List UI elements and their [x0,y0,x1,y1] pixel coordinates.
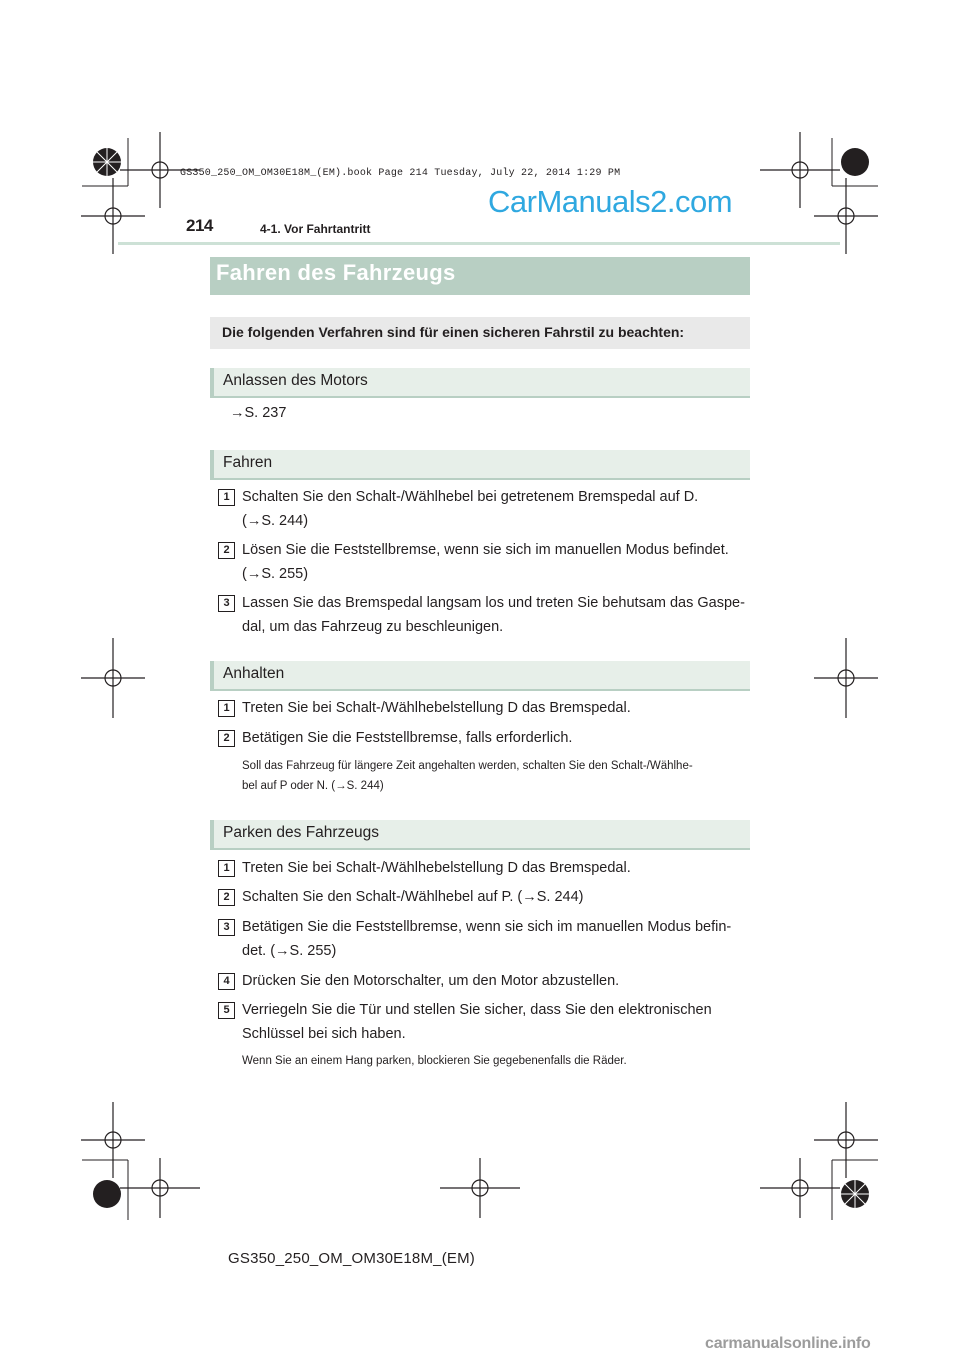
watermark-top: CarManuals2.com [488,184,733,219]
step-text-line: dal, um das Fahrzeug zu beschleunigen. [242,618,504,635]
step-number: 3 [218,919,235,936]
section-label: Fahren [223,454,273,471]
step-text [242,539,745,586]
intro-text: Die folgenden Verfahren sind für einen sicheren Fahrstil zu beachten: [222,324,685,340]
step-text-line: Schalten Sie den Schalt-/Wählhebel bei getretenem Bremspedal auf D. [242,489,699,505]
step-number: 2 [218,730,235,747]
running-head: 4-1. Vor Fahrtantritt [260,222,371,236]
step-text: Schalten Sie den Schalt-/Wählhebel auf P. (→S. 244) [242,889,584,905]
step-text: Treten Sie bei Schalt-/Wählhebelstellung D das Bremspedal. [242,700,631,716]
section-heading-driving [210,450,750,480]
step-text [242,999,745,1046]
section-label: Anhalten [223,665,285,682]
print-info: GS350_250_OM_OM30E18M_(EM).book Page 214 Tuesday, July 22, 2014 1:29 PM [180,168,621,179]
step-text-line: det. (→S. 255) [242,942,337,959]
section-heading-parking [210,820,750,850]
watermark-bottom: carmanualsonline.info [705,1335,871,1352]
step-text-line: Lassen Sie das Bremspedal langsam los und treten Sie behutsam das Gaspe- [242,595,745,611]
section-heading-starting [210,368,750,398]
note-text: Wenn Sie an einem Hang parken, blockieren Sie gegebenenfalls die Räder. [242,1055,627,1067]
step-text-line: Schlüssel bei sich haben. [242,1025,406,1042]
page-title: Fahren des Fahrzeugs [216,260,456,285]
section-label: Parken des Fahrzeugs [223,824,379,841]
step-text: Betätigen Sie die Feststellbremse, falls erforderlich. [242,730,573,746]
page-number: 214 [186,216,213,235]
step-text-line: Lösen Sie die Feststellbremse, wenn sie sich im manuellen Modus befindet. [242,542,729,558]
section-heading-stopping [210,661,750,691]
step-number: 4 [218,973,235,990]
step-number: 3 [218,595,235,612]
note-line: Soll das Fahrzeug für längere Zeit angehalten werden, schalten Sie den Schalt-/Wählhe- [242,760,693,772]
step-text: Treten Sie bei Schalt-/Wählhebelstellung D das Bremspedal. [242,860,631,876]
step-text-line: Betätigen Sie die Feststellbremse, wenn sie sich im manuellen Modus befin- [242,919,732,935]
step-text: Drücken Sie den Motorschalter, um den Motor abzustellen. [242,973,620,989]
step-text-line: (→S. 255) [242,565,309,582]
step-number: 1 [218,700,235,717]
note-line: bel auf P oder N. (→S. 244) [242,780,384,792]
step-number: 1 [218,860,235,877]
step-number: 5 [218,1002,235,1019]
step-number: 2 [218,542,235,559]
footer-code: GS350_250_OM_OM30E18M_(EM) [228,1250,475,1267]
step-text [242,916,745,963]
step-text-line: Verriegeln Sie die Tür und stellen Sie sicher, dass Sie den elektronischen [242,1002,712,1018]
step-number: 1 [218,489,235,506]
section-label: Anlassen des Motors [223,372,368,389]
cross-reference: →S. 237 [230,405,287,421]
step-number: 2 [218,889,235,906]
note-text [242,756,745,796]
header-rule [118,242,840,245]
step-text [242,592,745,639]
step-text-line: (→S. 244) [242,512,309,529]
step-text [242,486,745,533]
